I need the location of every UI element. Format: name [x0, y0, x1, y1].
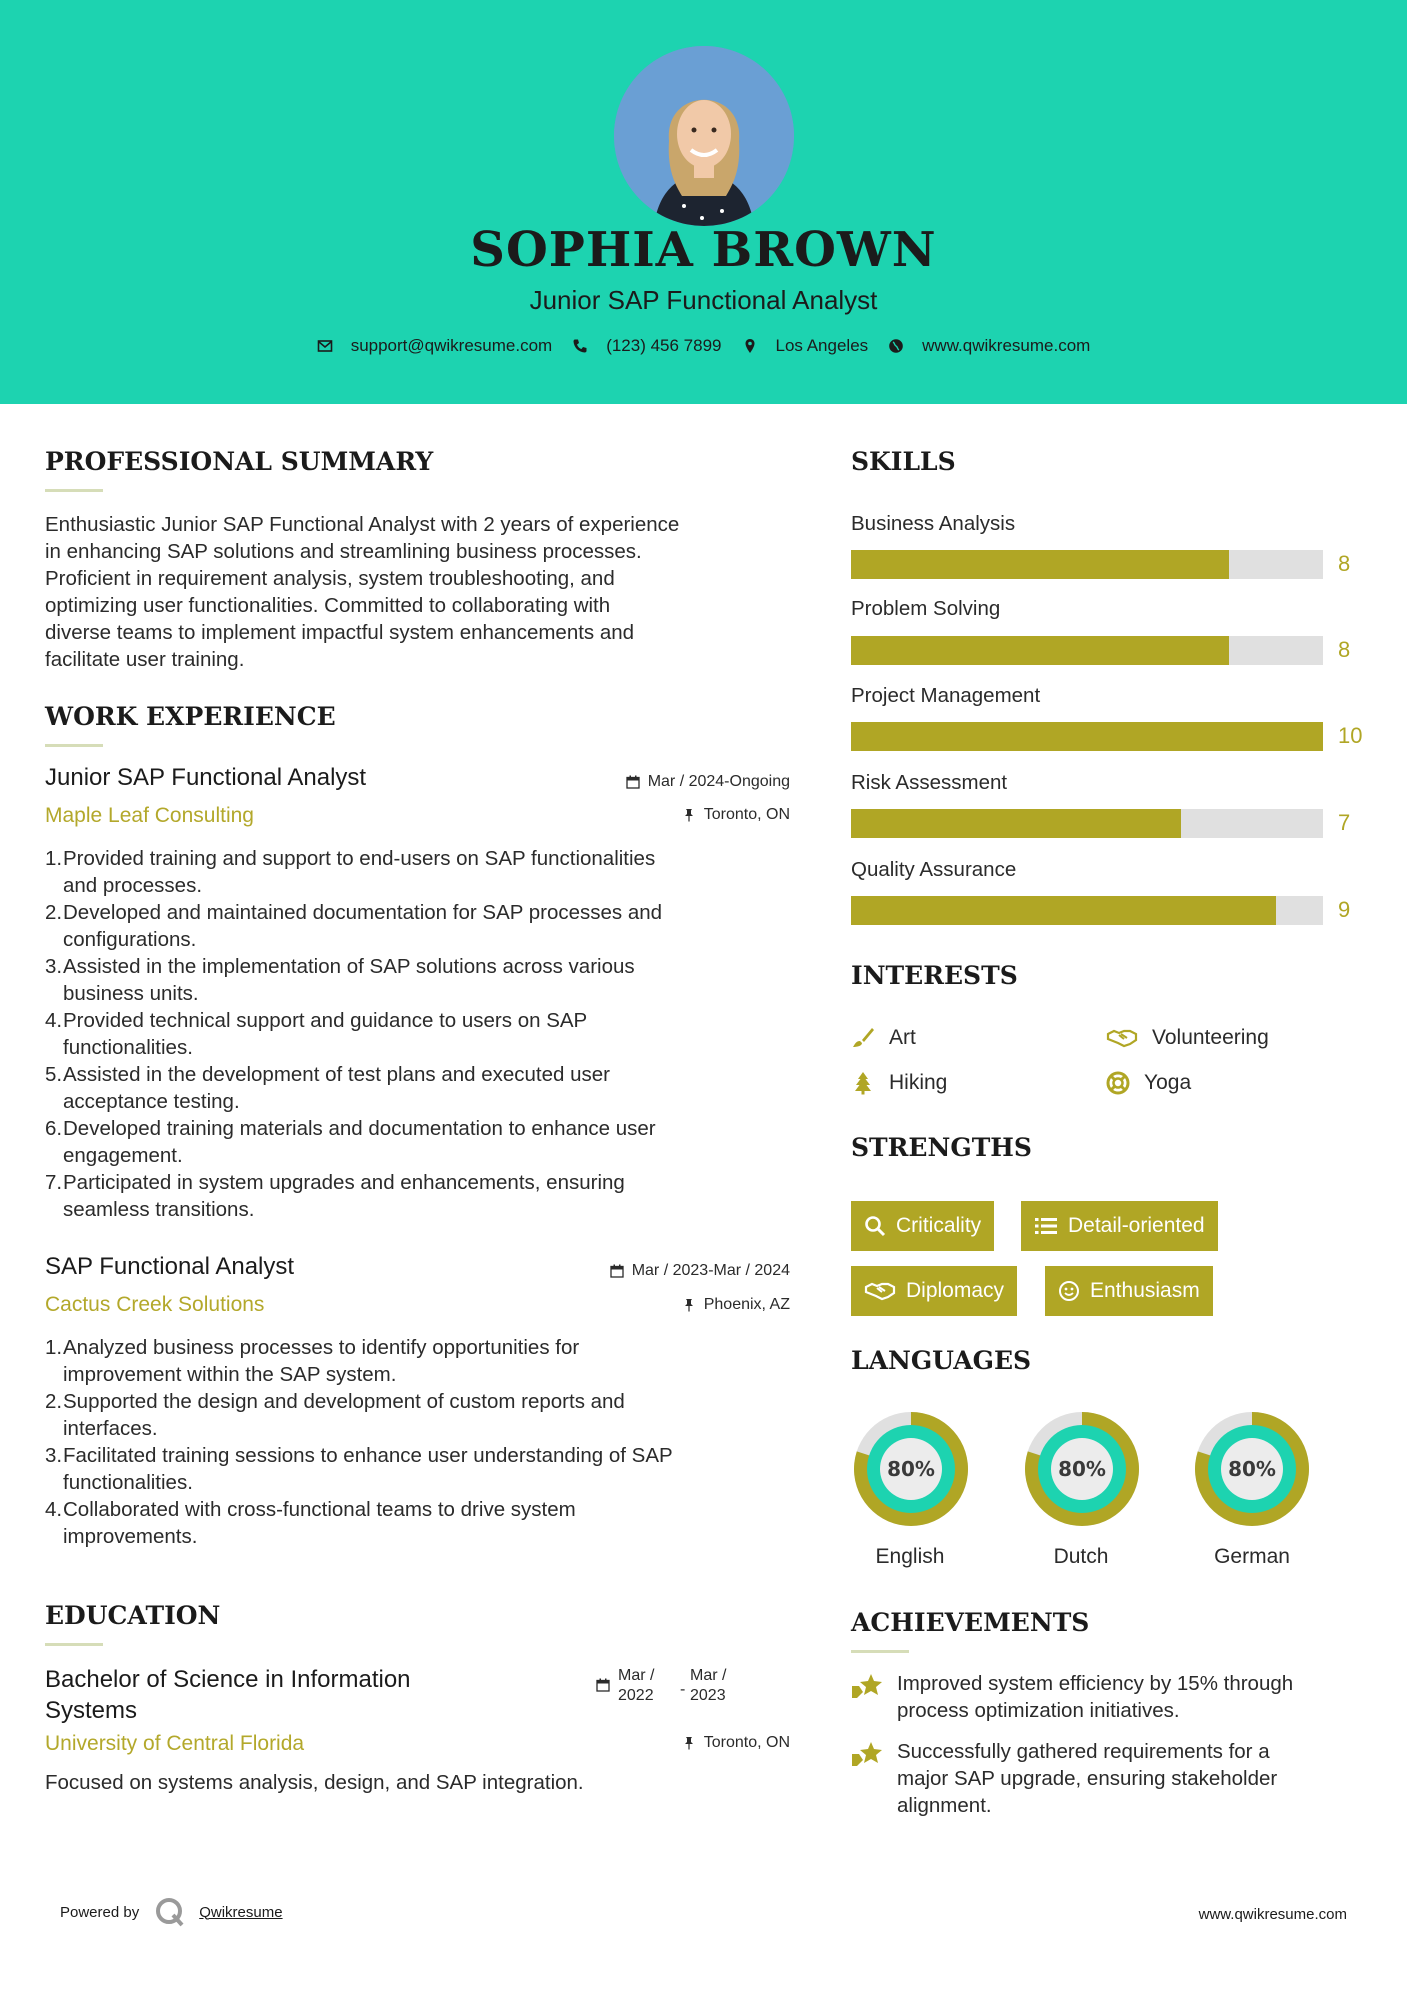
list-item: 1. Analyzed business processes to identify opportunities for improvement within the SAP system.	[45, 1336, 580, 1386]
job-dates	[626, 773, 790, 791]
job-location-text: Phoenix, AZ	[703, 1296, 790, 1313]
contact-website[interactable]	[888, 336, 1090, 356]
job-dates-text: Mar / 2023-Mar / 2024	[631, 1262, 790, 1279]
list-item: 4. Provided technical support and guidance to users on SAP functionalities.	[45, 1009, 588, 1059]
contact-email[interactable]	[317, 336, 553, 356]
envelope-icon	[317, 338, 333, 354]
handshake-icon	[864, 1280, 896, 1302]
languages-heading: LANGUAGES	[851, 1346, 1032, 1375]
handshake-icon	[1106, 1026, 1138, 1050]
skill-value: 9	[1338, 897, 1351, 922]
achievements-heading: ACHIEVEMENTS	[851, 1608, 1090, 1637]
interest-item	[1106, 1071, 1191, 1095]
education-location	[682, 1734, 790, 1752]
list-item: 7. Participated in system upgrades and enhancements, ensuring seamless transitions.	[45, 1171, 625, 1221]
skill-bar-fill	[851, 636, 1229, 665]
interest-item	[851, 1026, 916, 1050]
company-name: Cactus Creek Solutions	[45, 1293, 265, 1316]
skill-value: 7	[1338, 810, 1351, 835]
skill-bar	[851, 636, 1323, 665]
list-item: 2. Supported the design and development of custom reports and interfaces.	[45, 1390, 625, 1440]
list-item: 5. Assisted in the development of test plans and executed user acceptance testing.	[45, 1063, 611, 1113]
language-percent: 80%	[1228, 1457, 1276, 1481]
footer-powered-by	[60, 1895, 283, 1929]
degree-title	[45, 1664, 411, 1726]
star-hand-icon	[851, 1740, 885, 1768]
language-item	[1021, 1408, 1143, 1535]
contact-phone[interactable]	[572, 336, 721, 356]
strength-tag	[851, 1266, 1017, 1316]
language-percent: 80%	[887, 1457, 935, 1481]
pushpin-icon	[682, 1298, 696, 1312]
contact-location	[742, 336, 869, 356]
contact-bar	[0, 336, 1407, 356]
achievement-line: alignment.	[897, 1794, 992, 1817]
strength-tag	[1021, 1201, 1218, 1251]
powered-by-text: Powered by	[60, 1903, 140, 1921]
school-name: University of Central Florida	[45, 1732, 305, 1755]
search-icon	[864, 1215, 886, 1237]
location-text: Los Angeles	[775, 336, 869, 355]
achievement-line: process optimization initiatives.	[897, 1699, 1180, 1722]
candidate-name: SOPHIA BROWN	[470, 222, 937, 278]
skill-bar	[851, 896, 1323, 925]
interest-label: Yoga	[1144, 1071, 1192, 1094]
skills-heading: SKILLS	[851, 447, 956, 476]
interest-label: Art	[889, 1026, 916, 1049]
education-description: Focused on systems analysis, design, and SAP integration.	[45, 1771, 584, 1794]
edu-end-year: 2023	[690, 1687, 726, 1704]
skill-value: 8	[1338, 551, 1351, 576]
calendar-icon	[610, 1264, 624, 1278]
calendar-icon	[626, 775, 640, 789]
tree-icon	[851, 1071, 875, 1095]
education-heading: EDUCATION	[45, 1601, 221, 1630]
summary-line: Proficient in requirement analysis, system troubleshooting, and	[45, 567, 615, 590]
edu-end-month: Mar /	[690, 1667, 727, 1684]
skill-label: Quality Assurance	[851, 858, 1017, 881]
skill-label: Problem Solving	[851, 597, 1001, 620]
header-banner	[0, 0, 1407, 404]
map-pin-icon	[742, 338, 758, 354]
skill-bar-fill	[851, 809, 1181, 838]
job-title: SAP Functional Analyst	[45, 1253, 295, 1280]
degree-line: Bachelor of Science in Information	[45, 1666, 411, 1693]
list-item: 3. Facilitated training sessions to enhance user understanding of SAP functionalities.	[45, 1444, 673, 1494]
job-title: Junior SAP Functional Analyst	[45, 764, 367, 791]
skill-bar	[851, 722, 1323, 751]
language-donut	[850, 1408, 972, 1530]
skill-value: 10	[1338, 723, 1363, 748]
strength-label: Diplomacy	[906, 1279, 1005, 1302]
skill-bar	[851, 550, 1323, 579]
skill-bar	[851, 809, 1323, 838]
job-location-text: Toronto, ON	[703, 806, 790, 823]
phone-text: (123) 456 7899	[606, 336, 722, 355]
company-name: Maple Leaf Consulting	[45, 804, 254, 827]
language-donut	[1191, 1408, 1313, 1530]
education-location-text: Toronto, ON	[703, 1734, 790, 1751]
achievement-line: Successfully gathered requirements for a	[897, 1740, 1270, 1763]
job-location	[682, 806, 790, 824]
list-item: 2. Developed and maintained documentation for SAP processes and configurations.	[45, 901, 663, 951]
skill-bar-fill	[851, 722, 1323, 751]
interest-label: Hiking	[889, 1071, 948, 1094]
strength-label: Enthusiasm	[1090, 1279, 1200, 1302]
website-text: www.qwikresume.com	[922, 336, 1091, 355]
list-item: 1. Provided training and support to end-users on SAP functionalities and processes.	[45, 847, 656, 897]
skill-label: Business Analysis	[851, 512, 1016, 535]
skill-value: 8	[1338, 637, 1351, 662]
strength-tag	[851, 1201, 994, 1251]
interests-heading: INTERESTS	[851, 961, 1018, 990]
profile-photo	[614, 46, 794, 226]
achievement-line: Improved system efficiency by 15% through	[897, 1672, 1294, 1695]
globe-icon	[888, 338, 904, 354]
summary-line: optimizing user functionalities. Committed to collaborating with	[45, 594, 611, 617]
pushpin-icon	[682, 1736, 696, 1750]
achievements-underline	[851, 1650, 909, 1653]
lifering-icon	[1106, 1071, 1130, 1095]
skill-label: Risk Assessment	[851, 771, 1008, 794]
language-donut	[1021, 1408, 1143, 1530]
language-label: German	[1214, 1545, 1290, 1568]
qwikresume-logo-icon	[153, 1895, 187, 1929]
achievement-item	[851, 1670, 1293, 1724]
degree-line: Systems	[45, 1697, 138, 1724]
language-label: Dutch	[1053, 1545, 1109, 1568]
summary-line: Enthusiastic Junior SAP Functional Analyst with 2 years of experience	[45, 513, 680, 536]
experience-heading: WORK EXPERIENCE	[45, 702, 336, 731]
paintbrush-icon	[851, 1026, 875, 1050]
achievement-item	[851, 1738, 1277, 1819]
edu-date-dash: -	[680, 1681, 686, 1698]
language-item	[850, 1408, 972, 1535]
job-location	[682, 1296, 790, 1314]
education-underline	[45, 1643, 103, 1646]
job-dates	[610, 1262, 790, 1280]
interest-label: Volunteering	[1152, 1026, 1269, 1049]
summary-underline	[45, 489, 103, 492]
education-dates	[596, 1666, 726, 1706]
skill-bar-fill	[851, 896, 1276, 925]
summary-line: in enhancing SAP solutions and streamlining business processes.	[45, 540, 642, 563]
phone-icon	[572, 338, 588, 354]
summary-line: diverse teams to implement impactful system enhancements and	[45, 621, 635, 644]
edu-start-month: Mar /	[618, 1667, 655, 1684]
star-hand-icon	[851, 1672, 885, 1700]
smile-icon	[1058, 1280, 1080, 1302]
strength-label: Criticality	[896, 1214, 982, 1237]
summary-line: facilitate user training.	[45, 648, 245, 671]
job-bullets	[45, 1334, 805, 1550]
achievement-line: major SAP upgrade, ensuring stakeholder	[897, 1767, 1278, 1790]
strengths-heading: STRENGTHS	[851, 1133, 1032, 1162]
candidate-title: Junior SAP Functional Analyst	[529, 285, 878, 315]
job-bullets	[45, 845, 805, 1223]
edu-start-year: 2022	[618, 1687, 654, 1704]
language-label: English	[875, 1545, 945, 1568]
list-item: 6. Developed training materials and documentation to enhance user engagement.	[45, 1117, 656, 1167]
skill-label: Project Management	[851, 684, 1041, 707]
list-item: 4. Collaborated with cross-functional teams to drive system improvements.	[45, 1498, 576, 1548]
qwikresume-link[interactable]: Qwikresume	[199, 1903, 283, 1921]
summary-text	[45, 511, 805, 673]
strength-label: Detail-oriented	[1068, 1214, 1205, 1237]
language-item	[1191, 1408, 1313, 1535]
summary-heading: PROFESSIONAL SUMMARY	[45, 447, 434, 476]
interest-item	[851, 1071, 947, 1095]
email-text: support@qwikresume.com	[350, 336, 553, 355]
interest-item	[1106, 1026, 1269, 1050]
job-dates-text: Mar / 2024-Ongoing	[647, 773, 790, 790]
skill-bar-fill	[851, 550, 1229, 579]
experience-underline	[45, 744, 103, 747]
list-item: 3. Assisted in the implementation of SAP solutions across various business units.	[45, 955, 635, 1005]
footer-website[interactable]: www.qwikresume.com	[1198, 1906, 1347, 1923]
strength-tag	[1045, 1266, 1213, 1316]
list-icon	[1034, 1215, 1058, 1237]
language-percent: 80%	[1058, 1457, 1106, 1481]
pushpin-icon	[682, 808, 696, 822]
calendar-icon	[596, 1678, 610, 1692]
